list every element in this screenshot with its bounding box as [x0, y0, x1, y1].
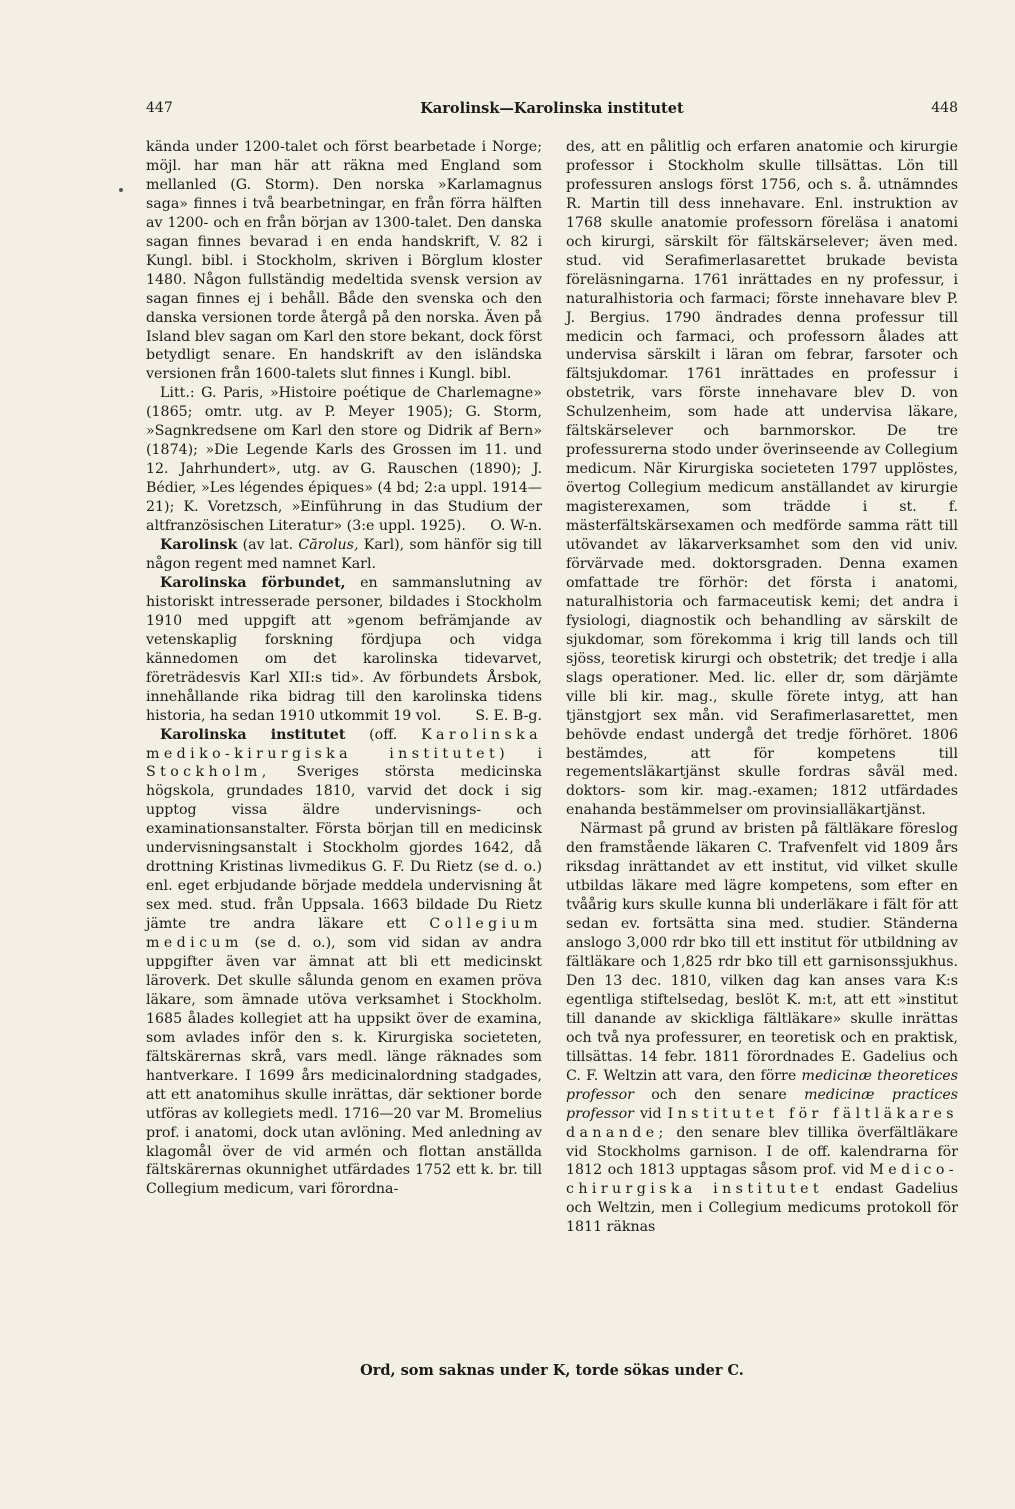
- author-signature: O. W-n.: [490, 518, 542, 535]
- paragraph: Närmast på grund av bristen på fältläkare föreslog den framstående läkaren C. Trafvenfelt vid 1809 års riksdag inrättandet av ett institut, vid vilket skulle utbildas läkare med lägre kompetens, som efter en tvåårig kurs skulle kunna bli underläkare i fält för att sedan ev. fortsätta sina med. studier. Ständerna anslogo 3,000 rdr bko till ett institut för utbildning av fältläkare och 1,825 rdr bko till ett garnisonssjukhus. Den 13 dec. 1810, vilken dag kan anses vara K:s egentliga stiftelsedag, beslöt K. m:t, att ett »institut till danande av skickliga fältläkare» skulle inrättas och två nya professurer, en teoretisk och en praktisk, tillsättas. 14 febr. 1811 förordnades E. Gadelius och C. F. Weltzin att vara, den förre medicinæ theoretices professor och den senare medicinæ practices professor vid Institutet för fältläkares danande; den senare blev tillika överfältläkare vid Stockholms garnison. I de off. kalendrarna för 1812 och 1813 upptagas såsom prof. vid Medico-chirurgiska institutet endast Gadelius och Weltzin, men i Collegium medicums protokoll för 1811 räknas: [566, 821, 958, 1236]
- entry-headword: Karolinsk: [160, 537, 238, 554]
- author-signature: S. E. B-g.: [475, 707, 542, 724]
- page-footer-note: Ord, som saknas under K, torde sökas under C.: [360, 1362, 744, 1379]
- entry-karolinska-forbundet: Karolinska förbundet, en sammanslutning av historiskt intresserade personer, bildades i Stockholm 1910 med uppgift att »genom befrämjande av vetenskaplig forskning fördjupa och vidga kännedomen om det karolinska tidevarvet, företrädesvis Karl XII:s tid». Av förbundets Årsbok, innehållande rika bidrag till den karolinska tidens historia, ha sedan 1910 utkommit 19 vol. S. E. B-g.: [146, 574, 542, 724]
- entry-karolinsk: Karolinsk (av lat. Cărolus, Karl), som hänför sig till någon regent med namnet Karl.: [146, 537, 542, 572]
- page-header: [146, 100, 958, 124]
- entry-headword: Karolinska förbundet,: [160, 574, 346, 591]
- paragraph: des, att en pålitlig och erfaren anatomie och kirurgie professor i Stockholm skulle tillsättas. Lön till professuren anslogs först 1756, och s. å. utnämndes R. Martin till dess innehavare. Enl. instruktion av 1768 skulle anatomie professorn föreläsa i anatomi och kirurgi, särskilt för fältskärselever; även med. stud. vid Serafimerlasarettet brukade bevista föreläsningarna. 1761 inrättades en ny professur, i naturalhistoria och farmaci; förste innehavare blev P. J. Bergius. 1790 ändrades denna professur till medicin och farmaci, och professorn ålades att undervisa särskilt i läran om febrar, farsoter och fältsjukdomar. 1761 inrättades en professur i obstetrik, vars förste innehavare blev D. von Schulzenheim, som hade att undervisa läkare, fältskärselever och barnmorskor. De tre professurerna stodo under överinseende av Collegium medicum. När Kirurgiska societeten 1797 upplöstes, övertog Collegium medicum anställandet av kirurgie magisterexamen, som trädde i st. f. mästerfältskärsexamen och medförde samma rätt till utövandet av läkarverksamhet som den vid univ. förvärvade med. doktorsgraden. Denna examen omfattade tre förhör: det första i anatomi, naturalhistoria och farmaceutisk kemi; det andra i fysiologi, diagnostik och behandling av särskilt de sjukdomar, som förekomma i krig till lands och till sjöss, teoretisk kirurgi och obstetrik; det tredje i alla slags operationer. Med. lic. eller dr, som därjämte ville bli kir. mag., skulle förete intyg, att han tjänstgjort sex mån. vid Serafimerlasarettet, men behövde endast undergå det tredje förhöret. 1806 bestämdes, att för kompetens till regementsläkartjänst skulle fordras såväl med. doktors- som kir. mag.-examen; 1812 utfärdades enahanda bestämmelser om provinsialläkartjänst.: [566, 139, 958, 819]
- margin-mark-dot: [119, 188, 123, 192]
- left-page-number: 447: [146, 100, 173, 116]
- entry-karolinska-institutet: Karolinska institutet (off. Karolinska mediko-kirurgiska institutet) i Stockholm, Sveriges största medicinska högskola, grundades 1810, varvid det dock i sig upptog vissa äldre undervisnings- och examinationsanstalter. Första början till en medicinsk undervisningsanstalt i Stockholm gjordes 1642, då drottning Kristinas livmedikus G. F. Du Rietz (se d. o.) enl. eget erbjudande började meddela undervisning åt sex med. stud. från Uppsala. 1663 bildade Du Rietz jämte tre andra läkare ett Collegium medicum (se d. o.), som vid sidan av andra uppgifter även var ämnat att bli ett medicinskt läroverk. Det skulle sålunda genom en examen pröva läkare, som ämnade utöva verksamhet i Stockholm. 1685 ålades kollegiet att ha uppsikt över de examina, som avlades inför den s. k. Kirurgiska societeten, fältskärernas skrå, vars medl. länge räknades som hantverkare. I 1699 års medicinalordning stadgades, att ett anatomihus skulle inrättas, där sektioner borde utföras av kollegiets medl. 1716—20 var M. Bromelius prof. i anatomi, dock utan avlöning. Med anledning av klagomål över de vid armén och flottan anställda fältskärernas okunnighet utfärdades 1752 ett k. br. till Collegium medicum, vari förordna-: [146, 726, 542, 1198]
- right-column: [566, 138, 958, 1237]
- paragraph: kända under 1200-talet och först bearbetade i Norge; möjl. har man här att räkna med England som mellanled (G. Storm). Den norska »Karlamagnus saga» finnes i två bearbetningar, en från förra hälften av 1200- och en från början av 1300-talet. Den danska sagan finnes bevarad i en enda handskrift, V. 82 i Kungl. bibl. i Stockholm, skriven i Börglum kloster 1480. Någon fullständig medeltida svensk version av sagan finnes ej i behåll. Både den svenska och den danska versionen torde återgå på den norska. Även på Island blev sagan om Karl den store bekant, dock först betydligt senare. En handskrift av den isländska versionen från 1600-talets slut finnes i Kungl. bibl.: [146, 139, 542, 383]
- running-head: Karolinsk—Karolinska institutet: [420, 100, 684, 117]
- entry-headword: Karolinska institutet: [160, 726, 346, 743]
- right-page-number: 448: [931, 100, 958, 116]
- left-column: [146, 138, 542, 1199]
- literature-text: Litt.: G. Paris, »Histoire poétique de Charlemagne» (1865; omtr. utg. av P. Meyer 1905); G. Storm, »Sagnkredsene om Karl den store og Didrik af Bern» (1874); »Die Legende Karls des Grossen im 11. und 12. Jahrhundert», utg. av G. Rauschen (1890); J. Bédier, »Les légendes épiques» (4 bd; 2:a uppl. 1914—21); K. Voretzsch, »Einführung in das Studium der altfranzösischen Literatur» (3:e uppl. 1925).: [146, 385, 542, 535]
- literature-paragraph: [146, 384, 542, 536]
